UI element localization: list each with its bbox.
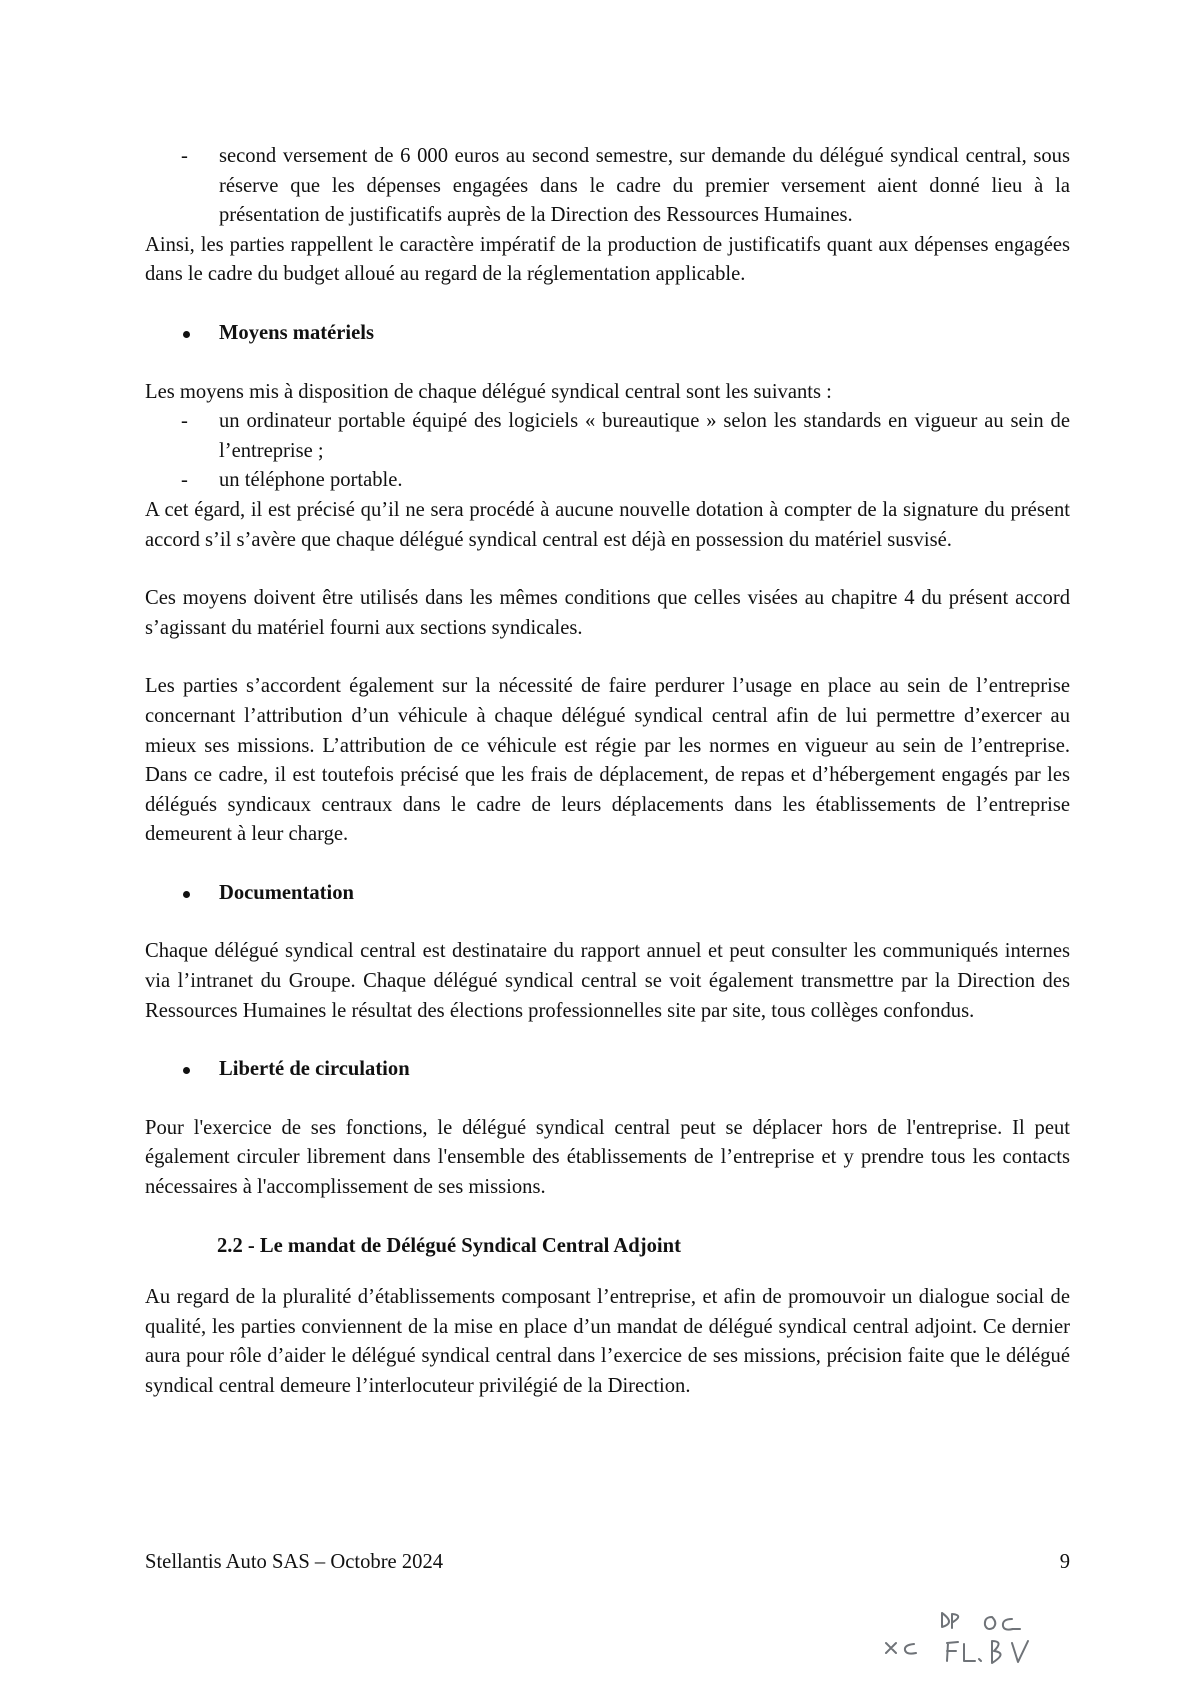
heading-text: Moyens matériels	[219, 321, 374, 344]
page-body	[145, 142, 1070, 1431]
dash-marker: -	[181, 145, 188, 167]
continued-dash-list	[145, 142, 1070, 231]
bullet-dot	[183, 891, 190, 898]
paragraph-section-2-2: Au regard de la pluralité d’établissements composant l’entreprise, et afin de promouvoir un dialogue social de qualité, les parties conviennent de la mise en place d’un mandat de délégué syndical central adjoint. Ce dernier aura pour rôle d’aider le délégué syndical central dans l’exercice de ses missions, précision faite que le délégué syndical central demeure l’interlocuteur privilégié de la Direction.	[145, 1286, 1070, 1397]
moyens-dash-list	[145, 407, 1070, 496]
paragraph-a-cet-egard: A cet égard, il est précisé qu’il ne sera procédé à aucune nouvelle dotation à compter de la signature du présent accord s’il s’avère que chaque délégué syndical central est déjà en possession du matériel susvisé.	[145, 498, 1070, 551]
heading-liberte-circulation	[145, 1055, 1070, 1085]
list-item-text: un ordinateur portable équipé des logiciels « bureautique » selon les standards en vigueur au sein de l’entreprise ;	[219, 410, 1070, 462]
list-item	[145, 466, 1070, 496]
dash-marker: -	[181, 469, 188, 492]
list-item-text: un téléphone portable.	[219, 469, 403, 492]
bullet-dot	[183, 1067, 190, 1074]
list-item	[145, 142, 1070, 231]
paragraph-ainsi: Ainsi, les parties rappellent le caractère impératif de la production de justificatifs quant aux dépenses engagées dans le cadre du budget alloué au regard de la réglementation applicable.	[145, 233, 1070, 286]
initial-fl	[947, 1642, 981, 1661]
paragraph-liberte: Pour l'exercice de ses fonctions, le délégué syndical central peut se déplacer hors de l'entreprise. Il peut également circuler librement dans l'ensemble des établissements de l’entreprise et y prendre tous les contacts nécessaires à l'accomplissement de ses missions.	[145, 1116, 1070, 1199]
heading-text: Documentation	[219, 881, 354, 904]
list-item	[145, 407, 1070, 466]
page-number: 9	[1059, 1551, 1070, 1573]
dash-marker: -	[181, 410, 188, 433]
handwritten-initials	[880, 1595, 1080, 1675]
section-title-2-2: 2.2 - Le mandat de Délégué Syndical Central Adjoint	[217, 1234, 681, 1257]
paragraph-vehicule: Les parties s’accordent également sur la nécessité de faire perdurer l’usage en place au sein de l’entreprise concernant l’attribution d’un véhicule à chaque délégué syndical central afin de lui permettre d’exercer au mieux ses missions. L’attribution de ce véhicule est régie par les normes en vigueur au sein de l’entreprise. Dans ce cadre, il est toutefois précisé que les frais de déplacement, de repas et d’hébergement engagés par les délégués syndicaux centraux dans le cadre de leurs déplacements dans les établissements de l’entreprise demeurent à leur charge.	[145, 675, 1070, 846]
bullet-dot	[183, 331, 190, 338]
page-footer	[145, 1548, 1070, 1577]
heading-moyens-materiels	[145, 319, 1070, 349]
heading-text: Liberté de circulation	[219, 1058, 410, 1081]
footer-company-date: Stellantis Auto SAS – Octobre 2024	[145, 1551, 444, 1573]
initial-bv	[992, 1641, 1028, 1663]
initial-oc	[985, 1617, 1020, 1630]
initial-dp	[942, 1613, 958, 1628]
heading-documentation	[145, 879, 1070, 909]
paragraph-moyens-intro: Les moyens mis à disposition de chaque délégué syndical central sont les suivants :	[145, 380, 832, 403]
paragraph-ces-moyens: Ces moyens doivent être utilisés dans les mêmes conditions que celles visées au chapitre 4 du présent accord s’agissant du matériel fourni aux sections syndicales.	[145, 587, 1070, 639]
initial-xc	[886, 1643, 916, 1654]
paragraph-documentation: Chaque délégué syndical central est destinataire du rapport annuel et peut consulter les communiqués internes via l’intranet du Groupe. Chaque délégué syndical central se voit également transmettre par la Direction des Ressources Humaines le résultat des élections professionnelles site par site, tous collèges confondus.	[145, 940, 1070, 1022]
list-item-text: second versement de 6 000 euros au second semestre, sur demande du délégué syndical central, sous réserve que les dépenses engagées dans le cadre du premier versement aient donné lieu à la présentation de justificatifs auprès de la Direction des Ressources Humaines.	[219, 145, 1070, 227]
